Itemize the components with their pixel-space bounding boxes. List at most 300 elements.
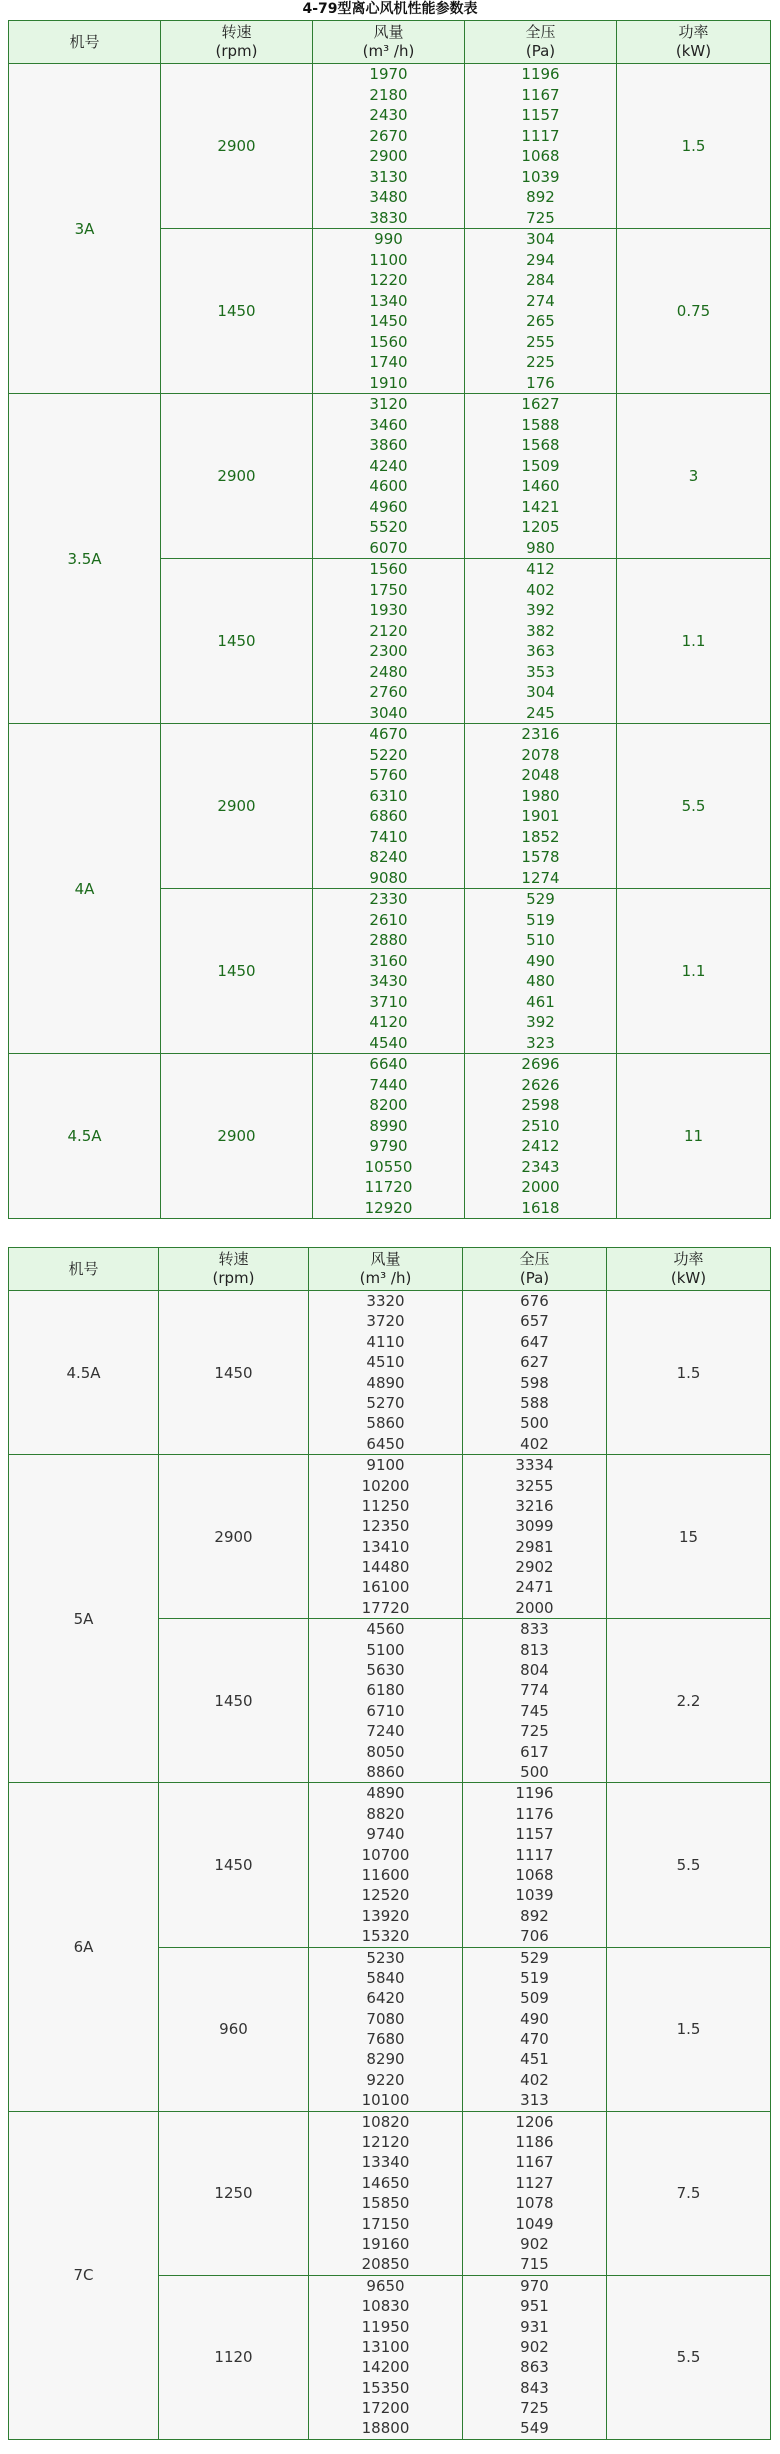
- flow-value: 6860: [369, 807, 408, 825]
- table-row: [9, 1455, 771, 1619]
- pressure-value: 529: [526, 890, 555, 908]
- pressure-value: 480: [526, 972, 555, 990]
- flow-value: 10700: [361, 1845, 410, 1864]
- flow-value: 2120: [369, 621, 408, 640]
- pressure-value: 2316: [521, 725, 560, 743]
- pressure-value: 500: [520, 1414, 549, 1433]
- pressure-value: 1460: [521, 477, 560, 495]
- speed-cell: 2900: [161, 394, 313, 559]
- table-row: [9, 394, 771, 559]
- flow-value: 10820: [361, 2112, 410, 2131]
- flow-value: 4600: [369, 477, 408, 495]
- flow-value: 1930: [369, 601, 408, 619]
- pressure-value: 2078: [521, 745, 560, 764]
- pressure-value: 1039: [515, 1886, 554, 1905]
- power-cell: 7.5: [607, 2111, 771, 2275]
- pressure-value: 1618: [521, 1198, 560, 1217]
- flow-value: 11720: [364, 1178, 413, 1196]
- speed-cell: 960: [159, 1947, 309, 2111]
- flow-value: 1340: [369, 291, 408, 310]
- power-cell: 0.75: [617, 229, 771, 394]
- power-cell: 15: [607, 1455, 771, 1619]
- pressure-cell: [463, 1455, 607, 1619]
- flow-value: 8050: [366, 1742, 405, 1761]
- flow-value: 20850: [361, 2255, 410, 2274]
- model-cell: 6A: [9, 1783, 159, 2111]
- table-row: [9, 64, 771, 229]
- pressure-value: 274: [526, 291, 555, 310]
- power-cell: 5.5: [607, 1783, 771, 1947]
- pressure-value: 3255: [515, 1476, 554, 1495]
- pressure-value: 451: [520, 2050, 549, 2069]
- pressure-value: 902: [520, 2234, 549, 2253]
- flow-value: 15320: [361, 1927, 410, 1946]
- flow-value: 5760: [369, 766, 408, 784]
- pressure-value: 402: [520, 1434, 549, 1453]
- flow-value: 3830: [369, 208, 408, 227]
- pressure-cell: [463, 1619, 607, 1783]
- flow-value: 9650: [366, 2276, 405, 2295]
- speed-cell: 2900: [161, 64, 313, 229]
- flow-value: 3160: [369, 951, 408, 970]
- flow-value: 8990: [369, 1116, 408, 1135]
- model-cell: 4.5A: [9, 1054, 161, 1219]
- pressure-value: 2696: [521, 1055, 560, 1073]
- pressure-value: 3099: [515, 1517, 554, 1536]
- pressure-value: 1117: [521, 126, 560, 145]
- pressure-value: 304: [526, 230, 555, 248]
- flow-value: 1560: [369, 560, 408, 578]
- pressure-cell: [465, 394, 617, 559]
- flow-cell: [313, 394, 465, 559]
- pressure-value: 490: [526, 951, 555, 970]
- pressure-value: 1068: [521, 147, 560, 165]
- flow-value: 14480: [361, 1558, 410, 1577]
- flow-value: 4960: [369, 497, 408, 516]
- flow-value: 12350: [361, 1517, 410, 1536]
- flow-value: 1450: [369, 312, 408, 330]
- flow-value: 7240: [366, 1722, 405, 1741]
- speed-cell: 1120: [159, 2275, 309, 2439]
- flow-value: 3480: [369, 188, 408, 206]
- pressure-cell: [463, 2111, 607, 2275]
- flow-value: 9740: [366, 1825, 405, 1844]
- model-cell: 3A: [9, 64, 161, 394]
- pressure-value: 313: [520, 2091, 549, 2110]
- flow-value: 17720: [361, 1598, 410, 1617]
- flow-value: 1750: [369, 580, 408, 599]
- header-model: 机号: [9, 1248, 159, 1291]
- pressure-value: 1206: [515, 2112, 554, 2131]
- pressure-value: 657: [520, 1312, 549, 1331]
- pressure-value: 461: [526, 992, 555, 1011]
- page-title: 4-79型离心风机性能参数表: [302, 1, 478, 17]
- power-cell: 1.1: [617, 889, 771, 1054]
- flow-value: 4510: [366, 1353, 405, 1372]
- pressure-value: 2000: [521, 1178, 560, 1196]
- model-cell: 3.5A: [9, 394, 161, 724]
- pressure-value: 833: [520, 1620, 549, 1639]
- pressure-value: 1068: [515, 1865, 554, 1884]
- pressure-value: 245: [526, 703, 555, 722]
- flow-cell: [313, 229, 465, 394]
- flow-value: 7080: [366, 2009, 405, 2028]
- flow-cell: [309, 1291, 463, 1455]
- pressure-cell: [465, 1054, 617, 1219]
- pressure-value: 1196: [515, 1784, 554, 1803]
- pressure-cell: [463, 1947, 607, 2111]
- pressure-value: 774: [520, 1681, 549, 1700]
- flow-value: 13410: [361, 1537, 410, 1556]
- pressure-value: 647: [520, 1332, 549, 1351]
- flow-value: 18800: [361, 2419, 410, 2438]
- pressure-value: 470: [520, 2030, 549, 2049]
- pressure-value: 509: [520, 1989, 549, 2008]
- flow-value: 2480: [369, 662, 408, 681]
- pressure-value: 715: [520, 2255, 549, 2274]
- flow-value: 1910: [369, 373, 408, 392]
- pressure-value: 176: [526, 373, 555, 392]
- pressure-cell: [465, 64, 617, 229]
- flow-value: 7440: [369, 1075, 408, 1094]
- pressure-cell: [463, 2275, 607, 2439]
- flow-value: 4670: [369, 725, 408, 743]
- pressure-value: 1274: [521, 868, 560, 887]
- flow-value: 6310: [369, 786, 408, 805]
- pressure-value: 892: [526, 188, 555, 206]
- pressure-value: 549: [520, 2419, 549, 2438]
- pressure-value: 1049: [515, 2214, 554, 2233]
- pressure-value: 902: [520, 2337, 549, 2356]
- power-cell: 5.5: [617, 724, 771, 889]
- pressure-value: 284: [526, 271, 555, 289]
- flow-cell: [309, 1619, 463, 1783]
- pressure-value: 255: [526, 332, 555, 351]
- pressure-value: 1852: [521, 827, 560, 846]
- pressure-value: 225: [526, 353, 555, 371]
- model-cell: 5A: [9, 1455, 159, 1783]
- pressure-value: 1205: [521, 518, 560, 536]
- table-row: [9, 1291, 771, 1455]
- flow-value: 14650: [361, 2173, 410, 2192]
- table-row: [9, 1054, 771, 1219]
- pressure-value: 363: [526, 642, 555, 660]
- pressure-value: 725: [520, 2399, 549, 2418]
- pressure-value: 931: [520, 2317, 549, 2336]
- flow-value: 15350: [361, 2378, 410, 2397]
- flow-value: 2180: [369, 85, 408, 104]
- pressure-value: 3216: [515, 1496, 554, 1515]
- flow-value: 2430: [369, 106, 408, 124]
- pressure-value: 1117: [515, 1845, 554, 1864]
- flow-value: 6450: [366, 1434, 405, 1453]
- flow-value: 5840: [366, 1968, 405, 1987]
- pressure-value: 2343: [521, 1157, 560, 1176]
- pressure-cell: [465, 889, 617, 1054]
- flow-value: 2610: [369, 910, 408, 929]
- flow-cell: [313, 1054, 465, 1219]
- table-header-row: [9, 21, 771, 64]
- flow-value: 2760: [369, 683, 408, 701]
- pressure-cell: [463, 1291, 607, 1455]
- flow-value: 12920: [364, 1198, 413, 1217]
- flow-value: 1970: [369, 65, 408, 83]
- pressure-value: 1167: [521, 85, 560, 104]
- pressure-value: 2902: [515, 1558, 554, 1577]
- flow-value: 2880: [369, 931, 408, 949]
- header-pressure: 全压 (Pa): [465, 21, 617, 64]
- flow-value: 4240: [369, 456, 408, 475]
- header-pressure: 全压 (Pa): [463, 1248, 607, 1291]
- pressure-value: 265: [526, 312, 555, 330]
- flow-value: 8820: [366, 1804, 405, 1823]
- power-cell: 1.5: [607, 1291, 771, 1455]
- pressure-value: 745: [520, 1701, 549, 1720]
- flow-value: 3860: [369, 436, 408, 454]
- flow-value: 16100: [361, 1578, 410, 1597]
- flow-value: 12520: [361, 1886, 410, 1905]
- pressure-value: 353: [526, 662, 555, 681]
- flow-cell: [313, 724, 465, 889]
- flow-value: 17150: [361, 2214, 410, 2233]
- model-cell: 7C: [9, 2111, 159, 2439]
- fan-spec-table-1: [8, 20, 771, 1219]
- table-row: [9, 1783, 771, 1947]
- flow-value: 4890: [366, 1784, 405, 1803]
- flow-value: 4560: [366, 1620, 405, 1639]
- flow-value: 3040: [369, 703, 408, 722]
- flow-value: 2330: [369, 890, 408, 908]
- flow-value: 6070: [369, 538, 408, 557]
- pressure-value: 676: [520, 1292, 549, 1310]
- speed-cell: 2900: [161, 724, 313, 889]
- pressure-value: 1627: [521, 395, 560, 413]
- header-flow: 风量 (m³ /h): [309, 1248, 463, 1291]
- flow-value: 11250: [361, 1496, 410, 1515]
- pressure-value: 510: [526, 931, 555, 949]
- flow-cell: [309, 1947, 463, 2111]
- flow-value: 19160: [361, 2234, 410, 2253]
- pressure-value: 2981: [515, 1537, 554, 1556]
- flow-value: 5520: [369, 518, 408, 536]
- pressure-value: 1157: [515, 1825, 554, 1844]
- flow-value: 1220: [369, 271, 408, 289]
- power-cell: 11: [617, 1054, 771, 1219]
- pressure-value: 863: [520, 2358, 549, 2377]
- pressure-value: 598: [520, 1373, 549, 1392]
- pressure-value: 2598: [521, 1096, 560, 1114]
- flow-cell: [309, 2275, 463, 2439]
- pressure-value: 392: [526, 601, 555, 619]
- power-cell: 1.5: [607, 1947, 771, 2111]
- flow-value: 3710: [369, 992, 408, 1011]
- flow-value: 13920: [361, 1906, 410, 1925]
- pressure-value: 2412: [521, 1137, 560, 1155]
- pressure-value: 1901: [521, 807, 560, 825]
- model-cell: 4.5A: [9, 1291, 159, 1455]
- speed-cell: 1250: [159, 2111, 309, 2275]
- flow-value: 10550: [364, 1157, 413, 1176]
- flow-value: 3120: [369, 395, 408, 413]
- pressure-value: 2000: [515, 1598, 554, 1617]
- flow-value: 3320: [366, 1292, 405, 1310]
- pressure-cell: [465, 229, 617, 394]
- flow-value: 15850: [361, 2194, 410, 2213]
- pressure-value: 627: [520, 1353, 549, 1372]
- pressure-cell: [463, 1783, 607, 1947]
- flow-value: 11600: [361, 1865, 410, 1884]
- pressure-value: 304: [526, 683, 555, 701]
- speed-cell: 2900: [161, 1054, 313, 1219]
- pressure-value: 617: [520, 1742, 549, 1761]
- power-cell: 3: [617, 394, 771, 559]
- flow-cell: [309, 1783, 463, 1947]
- pressure-value: 500: [520, 1762, 549, 1781]
- flow-value: 3130: [369, 167, 408, 186]
- flow-value: 8240: [369, 848, 408, 866]
- flow-value: 6710: [366, 1701, 405, 1720]
- pressure-value: 490: [520, 2009, 549, 2028]
- pressure-value: 843: [520, 2378, 549, 2397]
- flow-value: 4120: [369, 1013, 408, 1031]
- pressure-value: 588: [520, 1393, 549, 1412]
- pressure-value: 392: [526, 1013, 555, 1031]
- flow-value: 5630: [366, 1661, 405, 1680]
- flow-cell: [313, 64, 465, 229]
- flow-cell: [309, 2111, 463, 2275]
- flow-value: 10830: [361, 2297, 410, 2316]
- pressure-value: 1186: [515, 2133, 554, 2152]
- flow-value: 9790: [369, 1137, 408, 1155]
- flow-value: 3720: [366, 1312, 405, 1331]
- power-cell: 5.5: [607, 2275, 771, 2439]
- pressure-value: 529: [520, 1948, 549, 1967]
- speed-cell: 1450: [161, 889, 313, 1054]
- pressure-value: 1039: [521, 167, 560, 186]
- flow-value: 6640: [369, 1055, 408, 1073]
- table-row: [9, 2111, 771, 2275]
- pressure-value: 2626: [521, 1075, 560, 1094]
- pressure-value: 804: [520, 1661, 549, 1680]
- flow-cell: [309, 1455, 463, 1619]
- flow-value: 5270: [366, 1393, 405, 1412]
- pressure-value: 1196: [521, 65, 560, 83]
- pressure-value: 725: [526, 208, 555, 227]
- flow-value: 5230: [366, 1948, 405, 1967]
- fan-spec-table-2: [8, 1247, 771, 2440]
- flow-value: 13100: [361, 2337, 410, 2356]
- speed-cell: 2900: [159, 1455, 309, 1619]
- flow-value: 6420: [366, 1989, 405, 2008]
- flow-value: 2900: [369, 147, 408, 165]
- flow-value: 3430: [369, 972, 408, 990]
- speed-cell: 1450: [159, 1783, 309, 1947]
- flow-value: 1100: [369, 250, 408, 269]
- flow-value: 13340: [361, 2153, 410, 2172]
- flow-value: 10200: [361, 1476, 410, 1495]
- flow-value: 3460: [369, 415, 408, 434]
- flow-value: 9100: [366, 1456, 405, 1475]
- pressure-value: 892: [520, 1906, 549, 1925]
- pressure-value: 2471: [515, 1578, 554, 1597]
- power-cell: 1.1: [617, 559, 771, 724]
- flow-value: 2670: [369, 126, 408, 145]
- header-flow: 风量 (m³ /h): [313, 21, 465, 64]
- pressure-value: 813: [520, 1640, 549, 1659]
- flow-value: 17200: [361, 2399, 410, 2418]
- flow-value: 9220: [366, 2070, 405, 2089]
- header-power: 功率 (kW): [617, 21, 771, 64]
- header-speed: 转速 (rpm): [159, 1248, 309, 1291]
- pressure-value: 402: [526, 580, 555, 599]
- flow-value: 11950: [361, 2317, 410, 2336]
- flow-value: 8290: [366, 2050, 405, 2069]
- power-cell: 2.2: [607, 1619, 771, 1783]
- pressure-value: 412: [526, 560, 555, 578]
- pressure-value: 1167: [515, 2153, 554, 2172]
- pressure-value: 1568: [521, 436, 560, 454]
- pressure-value: 1176: [515, 1804, 554, 1823]
- flow-value: 4110: [366, 1332, 405, 1351]
- flow-value: 8200: [369, 1096, 408, 1114]
- pressure-value: 382: [526, 621, 555, 640]
- pressure-value: 2510: [521, 1116, 560, 1135]
- flow-value: 5100: [366, 1640, 405, 1659]
- pressure-value: 3334: [515, 1456, 554, 1475]
- flow-value: 990: [374, 230, 403, 248]
- pressure-value: 706: [520, 1927, 549, 1946]
- table-row: [9, 724, 771, 889]
- flow-value: 6180: [366, 1681, 405, 1700]
- pressure-value: 294: [526, 250, 555, 269]
- flow-cell: [313, 559, 465, 724]
- header-power: 功率 (kW): [607, 1248, 771, 1291]
- pressure-value: 1078: [515, 2194, 554, 2213]
- power-cell: 1.5: [617, 64, 771, 229]
- pressure-value: 323: [526, 1033, 555, 1052]
- pressure-value: 970: [520, 2276, 549, 2295]
- speed-cell: 1450: [161, 229, 313, 394]
- pressure-value: 519: [520, 1968, 549, 1987]
- pressure-cell: [465, 724, 617, 889]
- pressure-value: 951: [520, 2297, 549, 2316]
- flow-value: 5860: [366, 1414, 405, 1433]
- flow-value: 9080: [369, 868, 408, 887]
- flow-value: 7680: [366, 2030, 405, 2049]
- pressure-cell: [465, 559, 617, 724]
- header-speed: 转速 (rpm): [161, 21, 313, 64]
- pressure-value: 1157: [521, 106, 560, 124]
- pressure-value: 1980: [521, 786, 560, 805]
- flow-value: 4540: [369, 1033, 408, 1052]
- pressure-value: 980: [526, 538, 555, 557]
- flow-value: 4890: [366, 1373, 405, 1392]
- pressure-value: 1588: [521, 415, 560, 434]
- flow-value: 12120: [361, 2133, 410, 2152]
- pressure-value: 1509: [521, 456, 560, 475]
- pressure-value: 519: [526, 910, 555, 929]
- pressure-value: 402: [520, 2070, 549, 2089]
- speed-cell: 1450: [159, 1291, 309, 1455]
- model-cell: 4A: [9, 724, 161, 1054]
- flow-cell: [313, 889, 465, 1054]
- pressure-value: 1127: [515, 2173, 554, 2192]
- header-model: 机号: [9, 21, 161, 64]
- pressure-value: 725: [520, 1722, 549, 1741]
- flow-value: 14200: [361, 2358, 410, 2377]
- speed-cell: 1450: [161, 559, 313, 724]
- flow-value: 1740: [369, 353, 408, 371]
